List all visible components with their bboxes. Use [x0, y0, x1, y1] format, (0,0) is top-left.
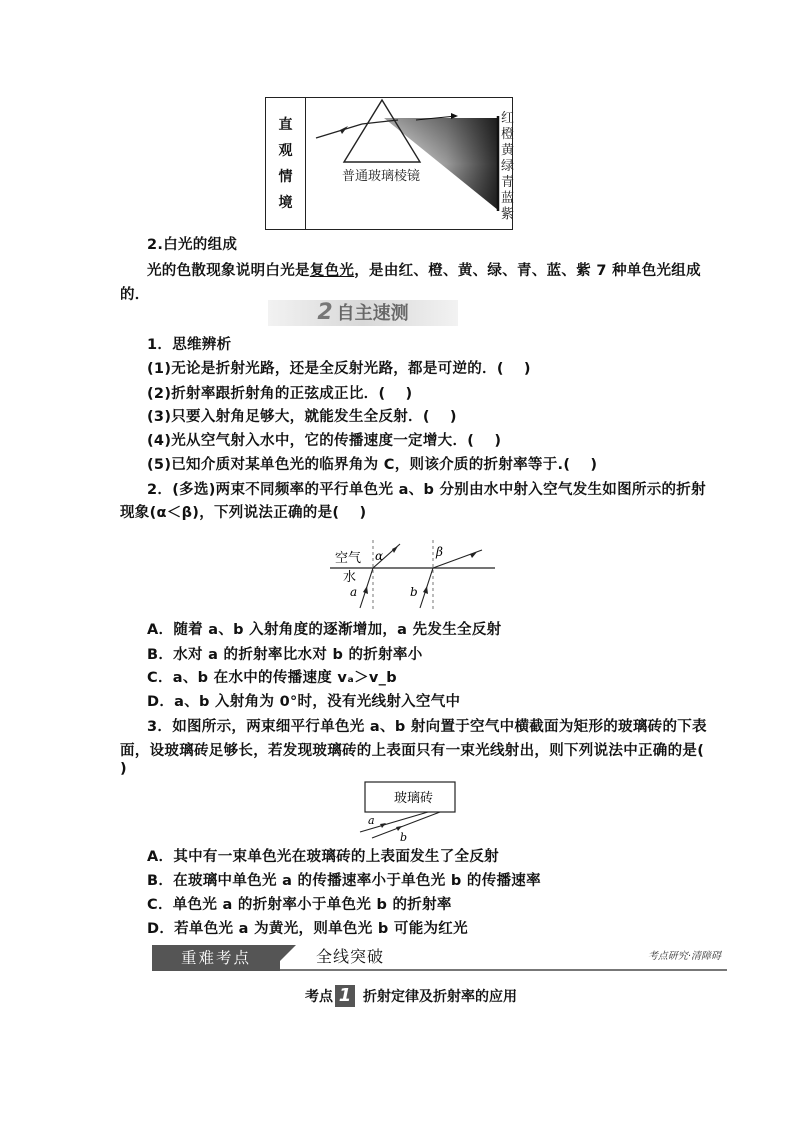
alpha-label: α [375, 549, 384, 563]
ray-b-label: b [400, 831, 408, 844]
q2-option: A．随着 a、b 入射角度的逐渐增加，a 先发生全反射 [147, 622, 502, 638]
side-label-char: 情 [278, 169, 293, 185]
figure-side-label [266, 98, 306, 229]
topic-heading [305, 985, 517, 1007]
q1-item: (4)光从空气射入水中，它的传播速度一定增大．( ) [147, 433, 502, 449]
para-text: ，是由红、橙、黄、绿、青、蓝、紫 7 种单色光组成 [354, 263, 701, 279]
topic-number-badge: 1 [335, 985, 355, 1007]
topic-title: 折射定律及折射率的应用 [363, 989, 517, 1005]
refraction-figure [330, 540, 495, 612]
side-label-char: 观 [278, 143, 293, 159]
q2-option: C．a、b 在水中的传播速度 vₐ＞v_b [147, 670, 397, 686]
topic-prefix: 考点 [305, 989, 333, 1005]
section-header-light [278, 945, 727, 971]
section-heading: 2.白光的组成 [147, 237, 238, 253]
color-cyan: 青 [501, 175, 515, 190]
q1-title: 1．思维辨析 [147, 337, 232, 353]
glass-block-label: 玻璃砖 [394, 791, 434, 806]
q3-stem: 面，设玻璃砖足够长，若发现玻璃砖的上表面只有一束光线射出，则下列说法中正确的是( [120, 743, 705, 759]
section-header-dark: 重难考点 [152, 945, 280, 971]
q1-item: (2)折射率跟折射角的正弦成正比．( ) [147, 386, 413, 402]
q3-option: C．单色光 a 的折射率小于单色光 b 的折射率 [147, 897, 452, 913]
prism-caption: 普通玻璃棱镜 [342, 169, 421, 184]
prism-dispersion-figure [265, 97, 513, 230]
q3-option: A．其中有一束单色光在玻璃砖的上表面发生了全反射 [147, 849, 499, 865]
side-label-char: 直 [278, 117, 293, 133]
paragraph-line [147, 259, 701, 280]
q2-option: D．a、b 入射角为 0°时，没有光线射入空气中 [147, 694, 461, 710]
incident-ray [316, 124, 362, 138]
section-header-main: 全线突破 [316, 947, 385, 966]
paragraph-line: 的． [120, 287, 150, 303]
q3-option: B．在玻璃中单色光 a 的传播速率小于单色光 b 的传播速率 [147, 873, 541, 889]
side-label-char: 境 [278, 195, 293, 211]
color-red: 红 [501, 111, 515, 126]
q3-option: D．若单色光 a 为黄光，则单色光 b 可能为红光 [147, 921, 468, 937]
ray-a-label: a [368, 814, 375, 827]
color-yellow: 黄 [501, 143, 515, 158]
color-blue: 蓝 [501, 191, 515, 206]
q1-item: (5)已知介质对某单色光的临界角为 C，则该介质的折射率等于.( ) [147, 457, 598, 473]
color-green: 绿 [501, 159, 515, 174]
self-test-banner [268, 300, 458, 326]
prism-diagram [306, 98, 515, 229]
q1-item: (1)无论是折射光路，还是全反射光路，都是可逆的．( ) [147, 361, 531, 377]
section-header [152, 945, 727, 971]
water-label: 水 [343, 570, 357, 585]
q2-stem: 2．(多选)两束不同频率的平行单色光 a、b 分别由水中射入空气发生如图所示的折射 [147, 482, 706, 498]
banner-text: 自主速测 [336, 303, 409, 324]
q3-stem: ) [120, 761, 127, 777]
glass-block-figure [350, 780, 460, 842]
banner-number: 2 [317, 300, 333, 325]
q1-item: (3)只要入射角足够大，就能发生全反射．( ) [147, 409, 457, 425]
para-text: 光的色散现象说明白光是 [147, 263, 310, 279]
color-violet: 紫 [501, 207, 515, 222]
q2-option: B．水对 a 的折射率比水对 b 的折射率小 [147, 647, 423, 663]
ray-a-label: a [350, 585, 358, 599]
ray-b-label: b [410, 585, 418, 599]
air-label: 空气 [335, 551, 362, 566]
q2-stem: 现象(α＜β)，下列说法正确的是( ) [120, 505, 367, 521]
para-underlined: 复色光 [309, 263, 355, 279]
q3-stem: 3．如图所示，两束细平行单色光 a、b 射向置于空气中横截面为矩形的玻璃砖的下表 [147, 719, 707, 735]
beta-label: β [436, 545, 443, 559]
color-orange: 橙 [501, 127, 515, 142]
section-header-right: 考点研究·清障碍 [647, 951, 721, 962]
